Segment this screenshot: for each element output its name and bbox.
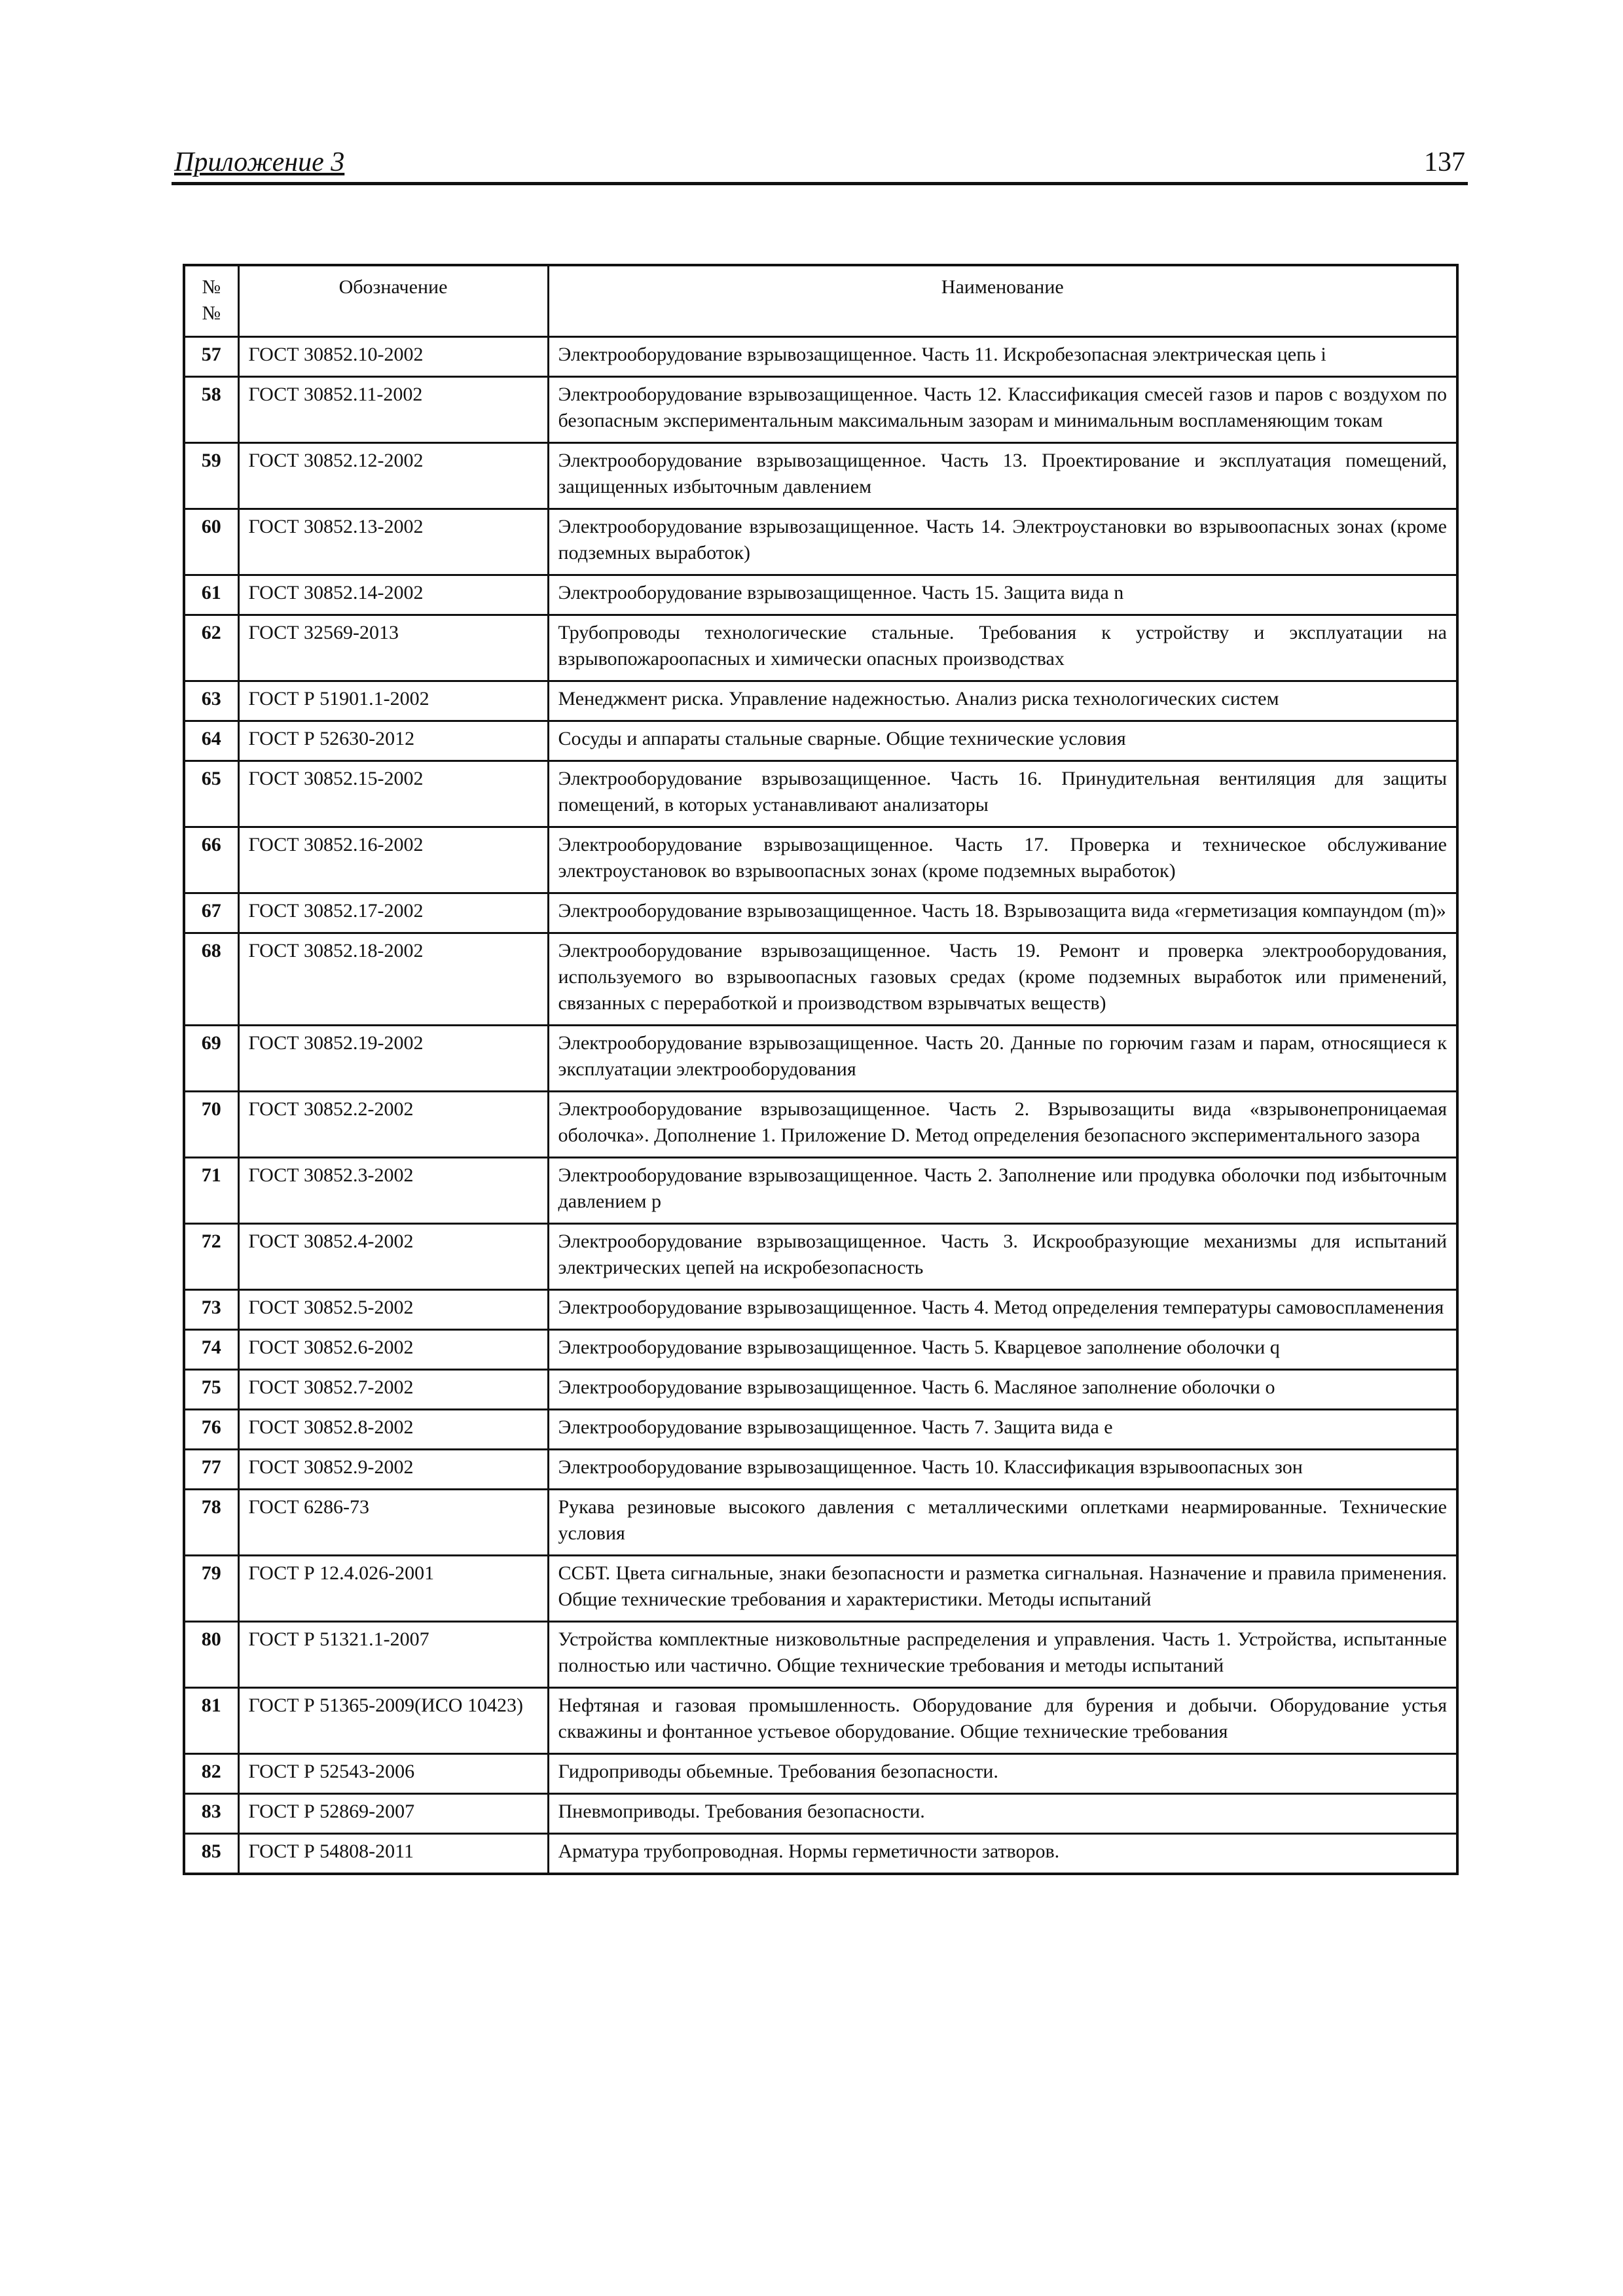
row-number: 68 <box>184 933 238 1026</box>
table-row <box>184 1370 1457 1410</box>
table-row <box>184 1834 1457 1874</box>
table-row <box>184 1688 1457 1754</box>
standard-code: ГОСТ Р 51321.1-2007 <box>238 1622 548 1688</box>
standard-code: ГОСТ 30852.19-2002 <box>238 1026 548 1092</box>
standard-name: Электрооборудование взрывозащищенное. Часть 19. Ремонт и проверка электрооборудования, используемого во взрывоопасных газовых средах (кроме подземных выработок или применений, связанных с переработкой и производством взрывчатых веществ) <box>548 933 1457 1026</box>
table-row <box>184 1026 1457 1092</box>
table-row <box>184 615 1457 681</box>
standard-name: Электрооборудование взрывозащищенное. Часть 11. Искробезопасная электрическая цепь i <box>548 337 1457 377</box>
standard-name: Трубопроводы технологические стальные. Требования к устройству и эксплуатации на взрывопожароопасных и химически опасных производствах <box>548 615 1457 681</box>
standard-name: Пневмоприводы. Требования безопасности. <box>548 1794 1457 1834</box>
standard-name: Электрооборудование взрывозащищенное. Часть 2. Взрывозащиты вида «взрывонепроницаемая оболочка». Дополнение 1. Приложение D. Метод определения безопасного экспериментального зазора <box>548 1092 1457 1158</box>
standard-name: Электрооборудование взрывозащищенное. Часть 7. Защита вида е <box>548 1410 1457 1450</box>
standards-table <box>183 264 1459 1875</box>
standard-code: ГОСТ Р 12.4.026-2001 <box>238 1556 548 1622</box>
row-number: 75 <box>184 1370 238 1410</box>
standard-code: ГОСТ 30852.15-2002 <box>238 761 548 827</box>
row-number: 80 <box>184 1622 238 1688</box>
column-header-name: Наименование <box>548 265 1457 337</box>
standard-name: Электрооборудование взрывозащищенное. Часть 10. Классификация взрывоопасных зон <box>548 1450 1457 1490</box>
standard-name: Электрооборудование взрывозащищенное. Часть 18. Взрывозащита вида «герметизация компаундом (m)» <box>548 893 1457 933</box>
standard-code: ГОСТ 30852.7-2002 <box>238 1370 548 1410</box>
standard-name: Электрооборудование взрывозащищенное. Часть 4. Метод определения температуры самовоспламенения <box>548 1290 1457 1330</box>
standard-code: ГОСТ 30852.6-2002 <box>238 1330 548 1370</box>
standard-code: ГОСТ 30852.9-2002 <box>238 1450 548 1490</box>
standard-name: ССБТ. Цвета сигнальные, знаки безопасности и разметка сигнальная. Назначение и правила применения. Общие технические требования и характеристики. Методы испытаний <box>548 1556 1457 1622</box>
row-number: 59 <box>184 443 238 509</box>
standard-code: ГОСТ 30852.12-2002 <box>238 443 548 509</box>
row-number: 81 <box>184 1688 238 1754</box>
table-body <box>184 337 1457 1874</box>
row-number: 76 <box>184 1410 238 1450</box>
table-row <box>184 1490 1457 1556</box>
table-row <box>184 443 1457 509</box>
table-row <box>184 1794 1457 1834</box>
standard-code: ГОСТ Р 51365-2009(ИСО 10423) <box>238 1688 548 1754</box>
appendix-title: Приложение 3 <box>174 147 345 177</box>
table-row <box>184 1330 1457 1370</box>
row-number: 65 <box>184 761 238 827</box>
table-row <box>184 377 1457 443</box>
standard-code: ГОСТ 30852.11-2002 <box>238 377 548 443</box>
table-row <box>184 721 1457 761</box>
row-number: 66 <box>184 827 238 893</box>
row-number: 79 <box>184 1556 238 1622</box>
standard-code: ГОСТ 32569-2013 <box>238 615 548 681</box>
row-number: 72 <box>184 1224 238 1290</box>
row-number: 57 <box>184 337 238 377</box>
standard-code: ГОСТ 30852.2-2002 <box>238 1092 548 1158</box>
table-header-row <box>184 265 1457 337</box>
table-row <box>184 1092 1457 1158</box>
table-row <box>184 1224 1457 1290</box>
table-row <box>184 1158 1457 1224</box>
row-number: 60 <box>184 509 238 575</box>
table-row <box>184 1290 1457 1330</box>
standard-name: Электрооборудование взрывозащищенное. Часть 16. Принудительная вентиляция для защиты помещений, в которых устанавливают анализаторы <box>548 761 1457 827</box>
standard-code: ГОСТ Р 54808-2011 <box>238 1834 548 1874</box>
standard-name: Арматура трубопроводная. Нормы герметичности затворов. <box>548 1834 1457 1874</box>
standard-name: Гидроприводы обьемные. Требования безопасности. <box>548 1754 1457 1794</box>
standard-code: ГОСТ 30852.14-2002 <box>238 575 548 615</box>
standard-code: ГОСТ 30852.17-2002 <box>238 893 548 933</box>
standard-code: ГОСТ Р 52630-2012 <box>238 721 548 761</box>
table-row <box>184 761 1457 827</box>
standard-name: Рукава резиновые высокого давления с металлическими оплетками неармированные. Технические условия <box>548 1490 1457 1556</box>
page-number: 137 <box>1424 147 1465 177</box>
table-row <box>184 509 1457 575</box>
standard-code: ГОСТ Р 52869-2007 <box>238 1794 548 1834</box>
standard-name: Электрооборудование взрывозащищенное. Часть 5. Кварцевое заполнение оболочки q <box>548 1330 1457 1370</box>
standard-code: ГОСТ Р 51901.1-2002 <box>238 681 548 721</box>
standard-name: Электрооборудование взрывозащищенное. Часть 13. Проектирование и эксплуатация помещений, защищенных избыточным давлением <box>548 443 1457 509</box>
table-row <box>184 575 1457 615</box>
standard-name: Электрооборудование взрывозащищенное. Часть 3. Искрообразующие механизмы для испытаний электрических цепей на искробезопасность <box>548 1224 1457 1290</box>
page-header <box>172 141 1468 185</box>
row-number: 67 <box>184 893 238 933</box>
column-header-designation: Обозначение <box>238 265 548 337</box>
standard-code: ГОСТ 6286-73 <box>238 1490 548 1556</box>
table-row <box>184 827 1457 893</box>
standard-name: Устройства комплектные низковольтные распределения и управления. Часть 1. Устройства, испытанные полностью или частично. Общие технические требования и методы испытаний <box>548 1622 1457 1688</box>
standard-code: ГОСТ 30852.5-2002 <box>238 1290 548 1330</box>
row-number: 58 <box>184 377 238 443</box>
row-number: 62 <box>184 615 238 681</box>
standard-code: ГОСТ 30852.4-2002 <box>238 1224 548 1290</box>
standard-code: ГОСТ 30852.13-2002 <box>238 509 548 575</box>
table-row <box>184 1622 1457 1688</box>
column-header-number: №№ <box>184 265 238 337</box>
standard-name: Менеджмент риска. Управление надежностью. Анализ риска технологических систем <box>548 681 1457 721</box>
row-number: 63 <box>184 681 238 721</box>
standard-name: Электрооборудование взрывозащищенное. Часть 2. Заполнение или продувка оболочки под избыточным давлением p <box>548 1158 1457 1224</box>
table-row <box>184 681 1457 721</box>
standard-code: ГОСТ 30852.16-2002 <box>238 827 548 893</box>
standard-code: ГОСТ 30852.18-2002 <box>238 933 548 1026</box>
standard-code: ГОСТ 30852.3-2002 <box>238 1158 548 1224</box>
standard-code: ГОСТ Р 52543-2006 <box>238 1754 548 1794</box>
standard-name: Электрооборудование взрывозащищенное. Часть 17. Проверка и техническое обслуживание электроустановок во взрывоопасных зонах (кроме подземных выработок) <box>548 827 1457 893</box>
row-number: 61 <box>184 575 238 615</box>
table-row <box>184 1410 1457 1450</box>
standard-name: Нефтяная и газовая промышленность. Оборудование для бурения и добычи. Оборудование устья скважины и фонтанное устьевое оборудование. Общие технические требования <box>548 1688 1457 1754</box>
row-number: 64 <box>184 721 238 761</box>
standard-name: Электрооборудование взрывозащищенное. Часть 6. Масляное заполнение оболочки о <box>548 1370 1457 1410</box>
row-number: 69 <box>184 1026 238 1092</box>
row-number: 78 <box>184 1490 238 1556</box>
row-number: 77 <box>184 1450 238 1490</box>
table-row <box>184 337 1457 377</box>
table-row <box>184 1556 1457 1622</box>
standard-name: Электрооборудование взрывозащищенное. Часть 14. Электроустановки во взрывоопасных зонах (кроме подземных выработок) <box>548 509 1457 575</box>
row-number: 82 <box>184 1754 238 1794</box>
row-number: 83 <box>184 1794 238 1834</box>
row-number: 73 <box>184 1290 238 1330</box>
row-number: 71 <box>184 1158 238 1224</box>
row-number: 70 <box>184 1092 238 1158</box>
table-row <box>184 1450 1457 1490</box>
row-number: 74 <box>184 1330 238 1370</box>
table-row <box>184 933 1457 1026</box>
standard-name: Сосуды и аппараты стальные сварные. Общие технические условия <box>548 721 1457 761</box>
table-row <box>184 893 1457 933</box>
standard-name: Электрооборудование взрывозащищенное. Часть 12. Классификация смесей газов и паров с воздухом по безопасным экспериментальным максимальным зазорам и минимальным воспламеняющим токам <box>548 377 1457 443</box>
row-number: 85 <box>184 1834 238 1874</box>
standard-code: ГОСТ 30852.8-2002 <box>238 1410 548 1450</box>
standard-name: Электрооборудование взрывозащищенное. Часть 20. Данные по горючим газам и парам, относящиеся к эксплуатации электрооборудования <box>548 1026 1457 1092</box>
table-row <box>184 1754 1457 1794</box>
standard-code: ГОСТ 30852.10-2002 <box>238 337 548 377</box>
standard-name: Электрооборудование взрывозащищенное. Часть 15. Защита вида n <box>548 575 1457 615</box>
